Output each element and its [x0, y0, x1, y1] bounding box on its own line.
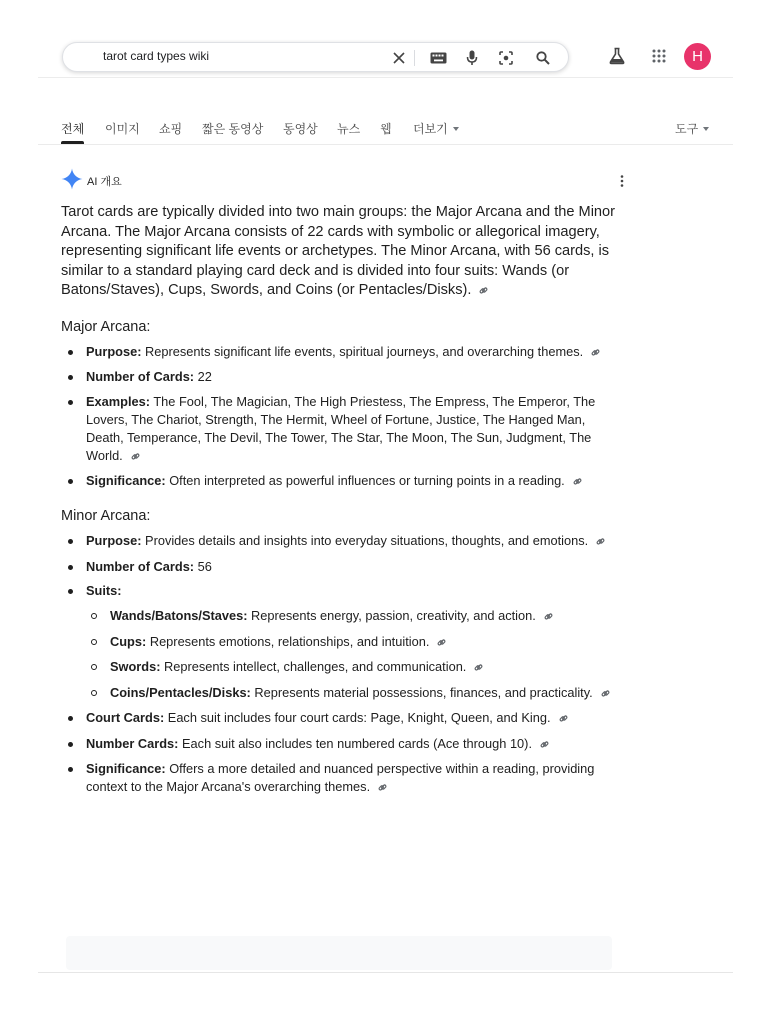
item-label: Purpose: [86, 533, 142, 549]
list-item [61, 760, 621, 797]
suit-item [86, 607, 621, 626]
intro-text: Tarot cards are typically divided into two main groups: the Major Arcana and the Minor Arcana. The Major Arcana consists of 22 cards with symbolic or allegorical imagery, representing significant life events or archetypes. The Minor Arcana, with 56 cards, is similar to a standard playing card deck and is divided into four suits: Wands (or Batons/Staves), Cups, Swords, and Coins (or Pentacles/Disks). [61, 204, 616, 299]
minor-arcana-list [61, 532, 621, 797]
list-item [61, 393, 621, 466]
item-text: Offers a more detailed and nuanced perspective within a reading, providing context to the Major Arcana's overarching themes. [86, 761, 595, 795]
item-text: 22 [197, 369, 212, 385]
tab-images[interactable]: 이미지 [105, 122, 140, 136]
tab-more[interactable] [413, 120, 459, 137]
active-tab-indicator [61, 141, 84, 144]
search-divider [414, 50, 415, 66]
item-text: 56 [197, 558, 212, 574]
item-text: Often interpreted as powerful influences or turning points in a reading. [169, 473, 565, 489]
item-label: Suits: [86, 583, 122, 599]
tab-web[interactable]: 웹 [380, 122, 392, 136]
source-link-icon[interactable] [591, 344, 600, 362]
ai-overview-content [61, 203, 621, 804]
item-label: Significance: [86, 473, 166, 489]
search-tabs [38, 110, 733, 145]
item-label: Number of Cards: [86, 558, 195, 574]
suits-list [86, 607, 621, 703]
suit-item [86, 658, 621, 677]
suit-item [86, 684, 621, 703]
list-item [61, 582, 621, 703]
item-text: Each suit includes four court cards: Page, Knight, Queen, and King. [167, 710, 551, 726]
source-link-icon[interactable] [559, 710, 568, 728]
major-arcana-heading: Major Arcana: [61, 318, 151, 335]
tab-news[interactable]: 뉴스 [337, 122, 361, 136]
mic-icon[interactable] [463, 49, 481, 67]
item-text: The Fool, The Magician, The High Priestess, The Empress, The Emperor, The Lovers, The Chariot, Strength, The Hermit, Wheel of Fortune, Justice, The Hanged Man, Death, Temperance, The Devil, The Tower, The Star, The Moon, The Sun, Judgment, The World. [86, 393, 596, 463]
list-item [61, 735, 621, 754]
labs-flask-icon[interactable] [605, 44, 629, 68]
clear-icon[interactable] [390, 49, 408, 67]
item-text: Each suit also includes ten numbered cards (Ace through 10). [182, 735, 532, 751]
list-item [61, 558, 621, 576]
list-item [61, 343, 621, 362]
chevron-down-icon [453, 127, 459, 131]
item-text: Provides details and insights into everyday situations, thoughts, and emotions. [145, 533, 589, 549]
account-avatar[interactable]: H [684, 43, 711, 70]
tab-shopping[interactable]: 쇼핑 [159, 122, 183, 136]
source-link-icon[interactable] [131, 448, 140, 466]
suit-text: Represents intellect, challenges, and communication. [164, 659, 467, 675]
more-vert-icon[interactable] [612, 172, 632, 190]
suit-text: Represents emotions, relationships, and intuition. [149, 633, 430, 649]
ai-overview-label: AI 개요 [87, 176, 122, 188]
source-link-icon[interactable] [601, 685, 610, 703]
search-icon[interactable] [534, 49, 552, 67]
item-label: Purpose: [86, 343, 142, 359]
search-input[interactable]: tarot card types wiki [103, 49, 210, 63]
source-link-icon[interactable] [544, 608, 553, 626]
minor-arcana-heading: Minor Arcana: [61, 508, 151, 525]
source-link-icon[interactable] [378, 779, 387, 797]
item-label: Court Cards: [86, 710, 165, 726]
item-text: Represents significant life events, spiritual journeys, and overarching themes. [145, 343, 584, 359]
chevron-down-icon [703, 127, 709, 131]
item-label: Significance: [86, 761, 166, 777]
tab-tools[interactable] [675, 120, 709, 137]
keyboard-icon[interactable] [429, 49, 447, 67]
ai-overview-intro [61, 203, 621, 302]
tab-videos[interactable]: 동영상 [283, 122, 318, 136]
suit-label: Cups: [110, 633, 147, 649]
overview-fade-placeholder [66, 936, 612, 970]
item-label: Examples: [86, 393, 151, 409]
list-item [61, 532, 621, 551]
suit-item [86, 633, 621, 652]
tab-more-label: 더보기 [413, 122, 448, 136]
source-link-icon[interactable] [596, 533, 605, 551]
tab-all[interactable]: 전체 [61, 122, 85, 136]
ai-overview-header [61, 169, 122, 193]
search-box[interactable] [62, 42, 569, 72]
lens-icon[interactable] [497, 49, 515, 67]
suit-label: Wands/Batons/Staves: [110, 608, 248, 624]
source-link-icon[interactable] [540, 736, 549, 754]
suit-text: Represents energy, passion, creativity, and action. [251, 608, 536, 624]
list-item [61, 368, 621, 386]
source-link-icon[interactable] [437, 634, 446, 652]
list-item [61, 709, 621, 728]
suit-label: Swords: [110, 659, 161, 675]
source-link-icon[interactable] [573, 473, 582, 491]
suit-text: Represents material possessions, finances, and practicality. [254, 684, 593, 700]
major-arcana-list [61, 343, 621, 492]
item-label: Number Cards: [86, 735, 179, 751]
list-item [61, 472, 621, 491]
gemini-spark-icon [61, 168, 83, 195]
source-link-icon[interactable] [474, 659, 483, 677]
apps-grid-icon[interactable] [647, 44, 671, 68]
tab-tools-label: 도구 [675, 122, 699, 136]
tab-short-videos[interactable]: 짧은 동영상 [202, 122, 264, 136]
suit-label: Coins/Pentacles/Disks: [110, 684, 251, 700]
header-bar [38, 34, 733, 78]
section-divider [38, 972, 733, 973]
source-link-icon[interactable] [479, 282, 488, 302]
item-label: Number of Cards: [86, 369, 195, 385]
